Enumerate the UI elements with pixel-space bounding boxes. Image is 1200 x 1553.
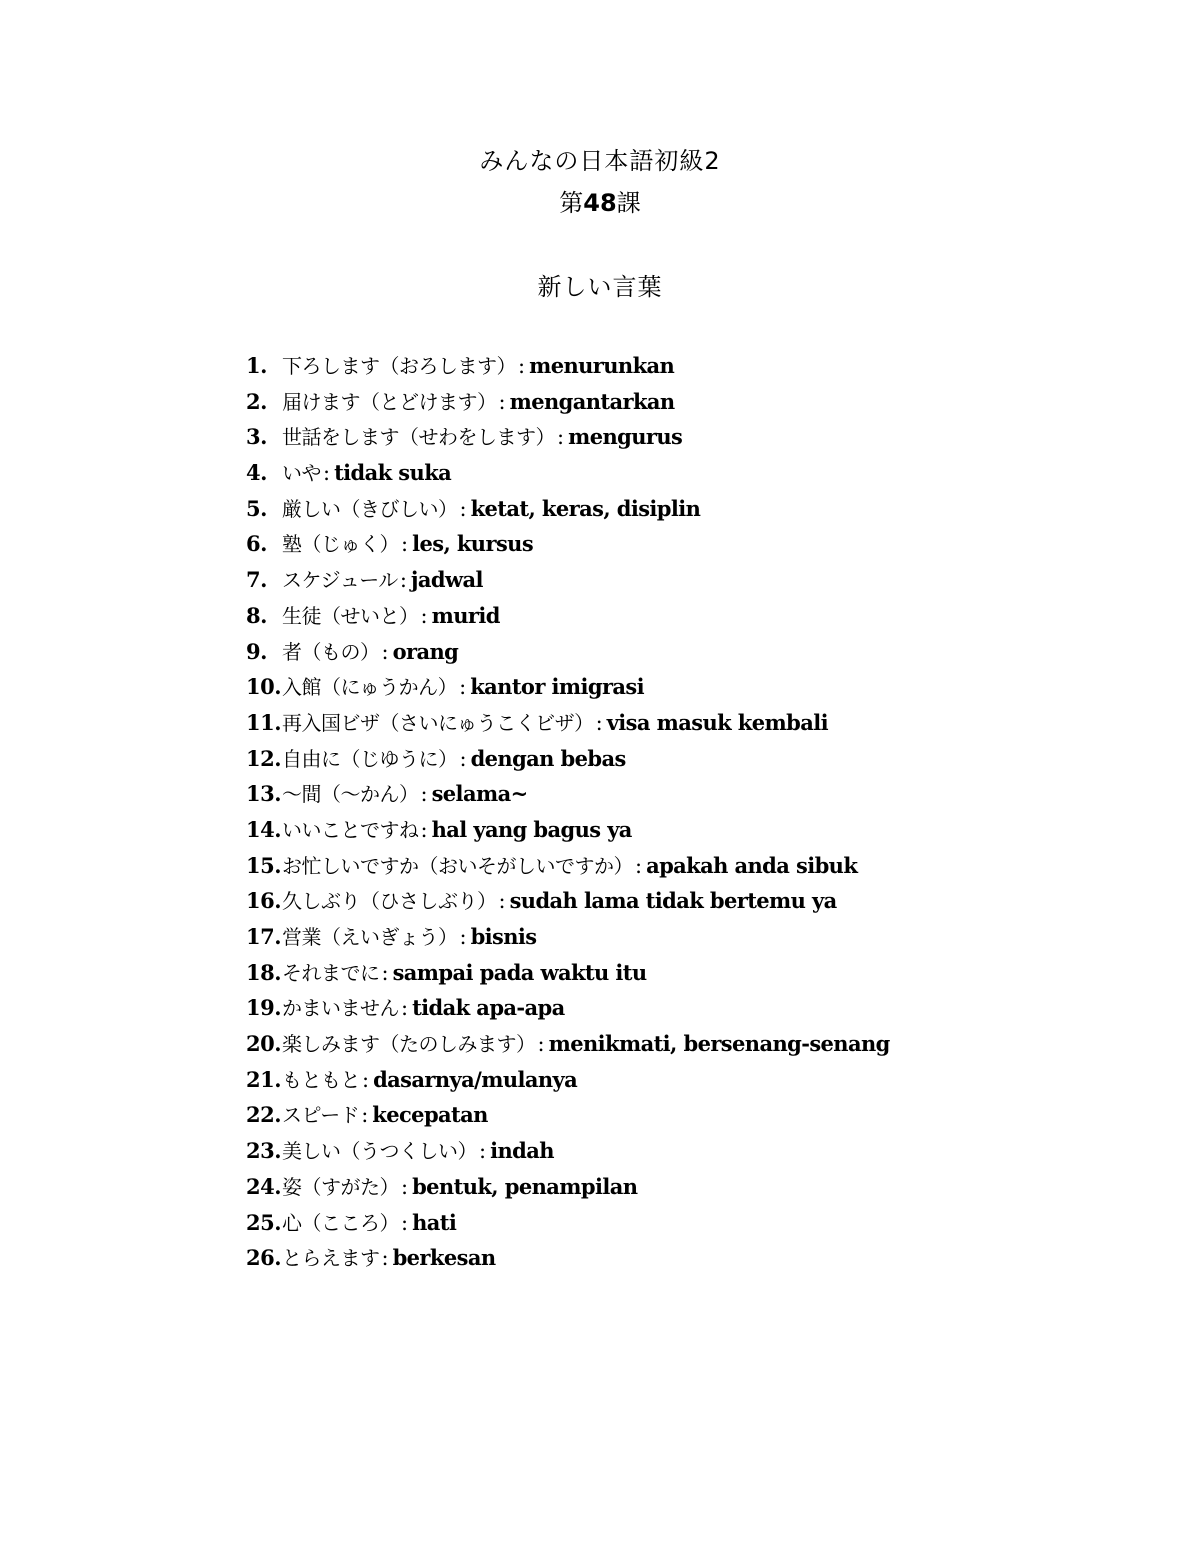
vocab-number: 1. (246, 353, 267, 378)
vocab-separator: : (459, 746, 467, 771)
vocab-japanese: いいことですね (282, 817, 419, 842)
vocab-japanese: かまいません (282, 996, 399, 1021)
vocab-item (246, 562, 1146, 598)
vocab-number: 6. (246, 531, 267, 557)
vocab-japanese: それまでに (282, 960, 380, 985)
vocab-number: 20. (246, 1031, 282, 1057)
vocab-separator: : (381, 1246, 389, 1271)
vocab-japanese: 再入国ビザ（さいにゅうこくビザ） (282, 710, 594, 735)
vocab-separator: : (362, 1067, 370, 1092)
vocab-japanese: 楽しみます（たのしみます） (282, 1032, 536, 1057)
vocab-meaning: indah (490, 1138, 554, 1164)
vocab-meaning: sampai pada waktu itu (392, 959, 647, 985)
vocab-japanese: 生徒（せいと） (282, 603, 419, 628)
vocabulary-list (246, 348, 1146, 1276)
vocab-meaning: mengurus (568, 424, 683, 450)
vocab-number: 9. (246, 638, 267, 664)
vocab-meaning: menikmati, bersenang-senang (548, 1031, 890, 1057)
vocab-number: 10. (246, 674, 282, 700)
vocab-japanese: 下ろします（おろします） (282, 354, 516, 378)
vocab-item (246, 705, 1146, 741)
vocab-number: 24. (246, 1173, 282, 1199)
vocab-japanese: とらえます (282, 1246, 380, 1271)
vocab-meaning: murid (431, 602, 500, 628)
section-title: 新しい言葉 (537, 273, 663, 301)
vocab-number: 17. (246, 924, 282, 949)
vocab-meaning: visa masuk kembali (606, 709, 828, 735)
vocab-japanese: 美しい（うつくしい） (282, 1139, 477, 1164)
vocab-separator: : (420, 782, 428, 807)
vocab-number: 7. (246, 567, 267, 593)
vocab-meaning: mengantarkan (509, 388, 675, 414)
vocab-separator: : (420, 603, 428, 628)
vocab-separator: : (381, 639, 389, 664)
vocab-item (246, 1133, 1146, 1169)
vocab-japanese: もともと (282, 1067, 360, 1092)
vocab-japanese: 自由に（じゆうに） (282, 746, 458, 771)
vocab-number: 11. (246, 709, 282, 735)
vocab-number: 21. (246, 1066, 282, 1092)
vocab-meaning: dengan bebas (470, 745, 626, 771)
vocab-separator: : (361, 1103, 369, 1128)
vocab-separator: : (595, 710, 603, 735)
vocab-meaning: bisnis (470, 924, 537, 949)
vocab-separator: : (537, 1032, 545, 1057)
vocab-separator: : (420, 817, 428, 842)
vocab-meaning: apakah anda sibuk (646, 852, 858, 878)
vocab-item (246, 526, 1146, 562)
vocab-separator: : (399, 568, 407, 593)
vocab-japanese: 心（こころ） (282, 1210, 399, 1235)
lesson-number: 48 (583, 189, 617, 217)
vocab-japanese: スピード (282, 1103, 360, 1128)
vocab-separator: : (459, 925, 467, 949)
vocab-japanese: 厳しい（きびしい） (282, 496, 458, 521)
vocab-item (246, 1097, 1146, 1133)
vocab-item (246, 348, 1146, 384)
vocab-number: 14. (246, 816, 282, 842)
vocab-meaning: tidak suka (334, 460, 452, 486)
vocab-japanese: いや (282, 461, 321, 486)
vocab-item (246, 990, 1146, 1026)
vocab-item (246, 1026, 1146, 1062)
vocab-item (246, 848, 1146, 884)
vocab-separator: : (401, 532, 409, 557)
vocab-separator: : (635, 853, 643, 878)
vocab-japanese: 世話をします（せわをします） (282, 425, 555, 450)
vocab-meaning: dasarnya/mulanya (373, 1066, 578, 1092)
vocab-item (246, 598, 1146, 634)
vocab-number: 19. (246, 995, 282, 1021)
vocab-item (246, 384, 1146, 420)
vocab-japanese: 塾（じゅく） (282, 532, 399, 557)
vocab-item (246, 1062, 1146, 1098)
vocab-item (246, 669, 1146, 705)
vocab-item (246, 776, 1146, 812)
vocab-item (246, 812, 1146, 848)
vocab-meaning: kecepatan (372, 1102, 488, 1128)
vocab-item (246, 1240, 1146, 1276)
vocab-number: 3. (246, 424, 267, 450)
vocab-item (246, 919, 1146, 955)
vocab-japanese: 姿（すがた） (282, 1174, 399, 1199)
vocab-separator: : (401, 996, 409, 1021)
vocab-item (246, 741, 1146, 777)
vocab-number: 5. (246, 495, 267, 521)
vocab-item (246, 1169, 1146, 1205)
vocab-meaning: menurunkan (529, 353, 675, 378)
vocab-separator: : (459, 496, 467, 521)
vocab-number: 16. (246, 888, 282, 914)
vocab-number: 25. (246, 1209, 282, 1235)
vocab-separator: : (557, 425, 565, 450)
vocab-separator: : (518, 354, 526, 378)
vocab-japanese: 者（もの） (282, 639, 380, 664)
lesson-prefix: 第 (559, 189, 584, 217)
vocab-number: 15. (246, 852, 282, 878)
vocab-separator: : (401, 1210, 409, 1235)
vocab-separator: : (401, 1174, 409, 1199)
vocab-number: 12. (246, 745, 282, 771)
vocab-meaning: hati (412, 1209, 457, 1235)
vocab-japanese: 届けます（とどけます） (282, 389, 497, 414)
vocab-meaning: berkesan (392, 1245, 496, 1271)
vocab-japanese: スケジュール (282, 568, 398, 593)
vocab-japanese: お忙しいですか（おいそがしいですか） (282, 853, 633, 878)
vocab-number: 23. (246, 1138, 282, 1164)
vocab-japanese: 営業（えいぎょう） (282, 925, 458, 949)
vocab-separator: : (498, 889, 506, 914)
vocab-japanese: 久しぶり（ひさしぶり） (282, 889, 497, 914)
vocab-meaning: jadwal (410, 567, 483, 593)
lesson-suffix: 課 (616, 189, 641, 217)
lesson-title (0, 188, 1200, 218)
vocab-separator: : (323, 461, 331, 486)
vocab-number: 22. (246, 1102, 282, 1128)
vocab-item (246, 634, 1146, 670)
vocab-item (246, 883, 1146, 919)
vocab-separator: : (381, 960, 389, 985)
vocab-number: 18. (246, 959, 282, 985)
vocab-meaning: hal yang bagus ya (431, 816, 632, 842)
vocab-meaning: tidak apa-apa (412, 995, 565, 1021)
vocab-item (246, 419, 1146, 455)
vocab-item (246, 491, 1146, 527)
vocab-japanese: 入館（にゅうかん） (282, 675, 458, 700)
vocab-meaning: bentuk, penampilan (412, 1173, 638, 1199)
book-title: みんなの日本語初級2 (479, 147, 721, 175)
vocab-japanese: ～間（～かん） (282, 782, 419, 807)
vocab-number: 2. (246, 388, 267, 414)
vocab-item (246, 455, 1146, 491)
vocab-separator: : (459, 675, 467, 700)
vocab-meaning: orang (392, 638, 459, 664)
vocab-number: 13. (246, 781, 282, 807)
vocab-meaning: kantor imigrasi (470, 674, 645, 700)
vocab-meaning: sudah lama tidak bertemu ya (509, 888, 837, 914)
vocab-meaning: les, kursus (412, 531, 534, 557)
vocab-item (246, 1205, 1146, 1241)
vocab-item (246, 955, 1146, 991)
vocab-separator: : (498, 389, 506, 414)
vocab-number: 8. (246, 602, 267, 628)
vocab-number: 26. (246, 1245, 282, 1271)
vocab-number: 4. (246, 460, 267, 486)
vocab-meaning: selama~ (431, 781, 528, 807)
vocab-meaning: ketat, keras, disiplin (470, 495, 701, 521)
vocab-separator: : (479, 1139, 487, 1164)
